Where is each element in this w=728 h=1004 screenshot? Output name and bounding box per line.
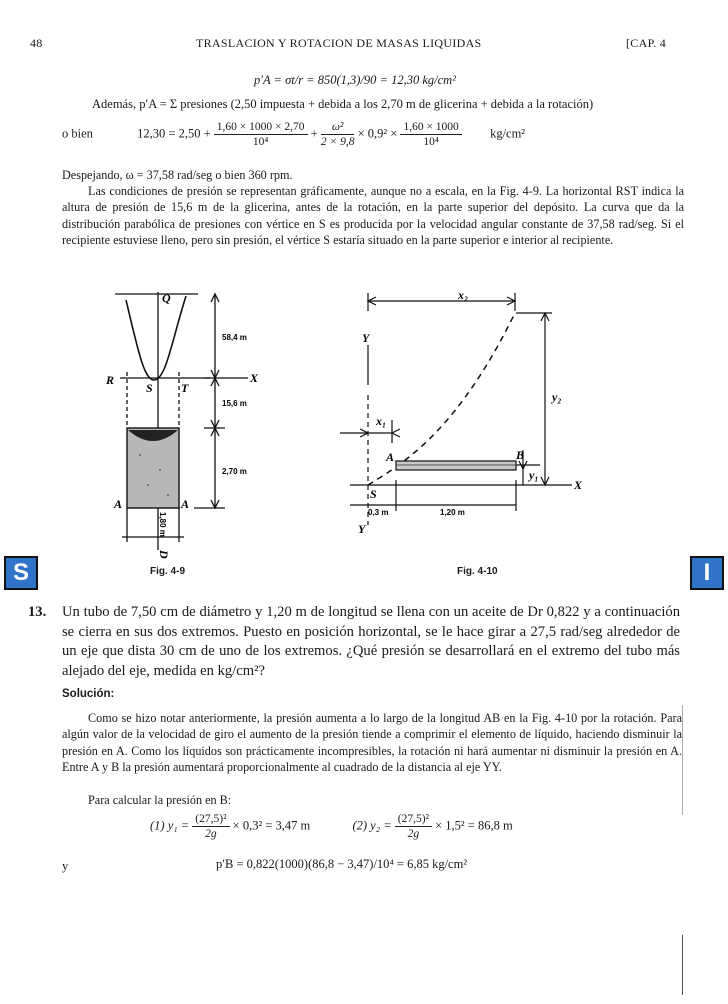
fraction-3: $\frac{1,60 \times 1000}{\text{10⁴}}$	[400, 120, 461, 149]
eq-y2-label: (2) y₂ =	[352, 818, 392, 833]
fraction-1: $\frac{1,60 \times 1000 \times 2,70}{\text{10⁴}}$	[214, 120, 308, 149]
label-x1: x₁	[376, 414, 387, 428]
margin-line-bottom	[682, 935, 683, 995]
chapter-label: [CAP. 4	[626, 36, 667, 50]
label-b: B	[516, 448, 525, 462]
label-y1: y₁	[529, 468, 539, 482]
running-title: TRASLACION Y ROTACION DE MASAS LIQUIDAS	[196, 36, 482, 50]
fraction-y2: $\frac{\text{(27,5)²}}{2g}$	[395, 812, 432, 841]
eq-plus: +	[310, 126, 318, 141]
equation-y1-y2	[150, 812, 513, 841]
eq-y1-label: (1) y₁ =	[150, 818, 190, 833]
solucion-label: Solución:	[62, 688, 115, 700]
label-d: D	[157, 550, 171, 559]
equation-pb: p′B = 0,822(1000)(86,8 − 3,47)/10⁴ = 6,85 kg/cm²	[216, 857, 468, 871]
figure-4-9	[100, 280, 280, 565]
fraction-2: $\frac{\text{ω²}}{2 \times 9,8}$	[320, 121, 355, 148]
label-t: T	[181, 381, 189, 395]
label-a-left: A	[114, 497, 123, 511]
parabola-curve	[126, 296, 186, 380]
figure-4-10	[340, 285, 590, 545]
margin-line	[682, 705, 683, 815]
eq-prefix: o bien	[62, 126, 93, 141]
eq-y2-result: × 1,5² = 86,8 m	[435, 818, 513, 833]
label-r: R	[106, 373, 115, 387]
caption-fig-4-10: Fig. 4-10	[457, 566, 498, 577]
dim-1-80: 1,80 m	[158, 512, 167, 537]
label-a: A	[386, 450, 395, 464]
label-x: X	[574, 478, 583, 492]
ademas-line: Además, p′A = Σ presiones (2,50 impuesta + debida a los 2,70 m de glicerina + debida a la rotación)	[92, 97, 594, 111]
eq-mid: × 0,9² ×	[357, 126, 398, 141]
label-y2: y₂	[552, 390, 562, 404]
badge-i-button[interactable]: I	[690, 556, 724, 590]
eq-lhs: 12,30 = 2,50 +	[137, 126, 211, 141]
equation-omega	[62, 120, 525, 149]
dim-1-20: 1,20 m	[440, 508, 465, 517]
y-word: y	[62, 859, 69, 873]
eq-unit: kg/cm²	[490, 126, 526, 141]
equation-pa: p′A = σt/r = 850(1,3)/90 = 12,30 kg/cm²	[254, 73, 456, 87]
dim-2-70: 2,70 m	[222, 467, 247, 476]
problem-number: 13.	[28, 604, 47, 620]
despejando-line: Despejando, ω = 37,58 rad/seg o bien 360 rpm.	[62, 168, 293, 182]
paragraph-conditions: Las condiciones de presión se representan gráficamente, aunque no a escala, en la Fig. 4-9. La horizontal RST indica la altura de presión de 15,6 m de la glicerina, antes de la rotación, en la parte superior del depósito. La curva que da la distribución parabólica de presiones con vértice en S es producida por la velocidad angular constante de 37,58 rad/seg. Si el recipiente estuviese lleno, pero sin presión, el vértice S estaría situado en la parte superior e interior al recipiente.	[62, 184, 684, 248]
fraction-y1: $\frac{\text{(27,5)²}}{2g}$	[192, 812, 229, 841]
dim-15-6: 15,6 m	[222, 399, 247, 408]
dim-58-4: 58,4 m	[222, 333, 247, 342]
badge-s-button[interactable]: S	[4, 556, 38, 590]
problem-text: Un tubo de 7,50 cm de diámetro y 1,20 m de longitud se llena con un aceite de Dr 0,822 y a continuación se cierra en sus dos extremos. Puesto en posición horizontal, se le hace girar a 27,5 rad/seg alrededor de un eje que dista 30 cm de uno de los extremos. ¿Qué presión se desarrollará en el extremo del tubo más alejado del eje, medida en kg/cm²?	[62, 604, 680, 679]
label-x2: x₂	[458, 288, 469, 302]
label-a-right: A	[181, 497, 190, 511]
dim-0-3: 0,3 m	[368, 508, 389, 517]
label-s: S	[146, 381, 153, 395]
label-q: Q	[162, 291, 171, 305]
page-number: 48	[30, 36, 43, 50]
caption-fig-4-9: Fig. 4-9	[150, 566, 186, 577]
label-y-top: Y	[362, 331, 370, 345]
label-s: S	[370, 487, 377, 501]
para-calc: Para calcular la presión en B:	[88, 793, 232, 807]
paragraph-explanation: Como se hizo notar anteriormente, la presión aumenta a lo largo de la longitud AB en la Fig. 4-10 por la rotación. Para algún valor de la velocidad de giro el aumento de la presión tiende a comprimir el elemento de líquido, haciendo disminuir la presión en A. Como los líquidos son prácticamente incompresibles, la rotación ni hará aumentar ni disminuir la presión en A. Entre A y B la presión aumentará proporcionalmente al cuadrado de la distancia al eje YY.	[62, 711, 682, 775]
eq-y1-result: × 0,3² = 3,47 m	[232, 818, 311, 833]
label-x: X	[250, 371, 259, 385]
label-y-bottom: Y	[358, 522, 366, 536]
